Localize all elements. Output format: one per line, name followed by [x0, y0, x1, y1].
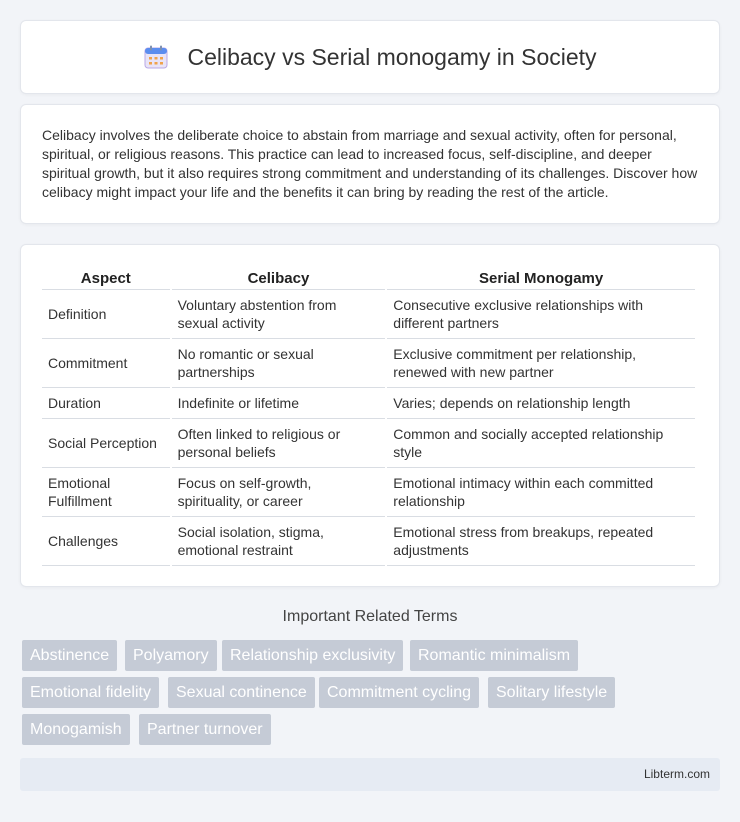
term-tag[interactable]: Sexual continence: [168, 677, 315, 708]
table-cell: Indefinite or lifetime: [172, 388, 386, 419]
table-cell: Often linked to religious or personal beliefs: [172, 419, 386, 468]
calendar-icon: [143, 44, 169, 70]
column-header-aspect: Aspect: [42, 266, 170, 290]
comparison-table: [40, 266, 697, 566]
term-tag[interactable]: Relationship exclusivity: [222, 640, 403, 671]
table-cell: No romantic or sexual partnerships: [172, 339, 386, 388]
comparison-table-card: [20, 244, 720, 587]
table-cell: Focus on self-growth, spirituality, or career: [172, 468, 386, 517]
page-title: Celibacy vs Serial monogamy in Society: [187, 43, 597, 70]
table-cell: Commitment: [42, 339, 170, 388]
term-tag[interactable]: Abstinence: [22, 640, 117, 671]
table-row: [42, 388, 695, 419]
table-cell: Definition: [42, 290, 170, 339]
table-cell: Voluntary abstention from sexual activity: [172, 290, 386, 339]
term-tag[interactable]: Solitary lifestyle: [488, 677, 615, 708]
table-cell: Emotional intimacy within each committed relationship: [387, 468, 695, 517]
table-cell: Challenges: [42, 517, 170, 566]
column-header-celibacy: Celibacy: [172, 266, 386, 290]
term-tag[interactable]: Partner turnover: [139, 714, 271, 745]
table-cell: Exclusive commitment per relationship, renewed with new partner: [387, 339, 695, 388]
term-tag[interactable]: Romantic minimalism: [410, 640, 578, 671]
title-card: [20, 20, 720, 94]
column-header-serial-monogamy: Serial Monogamy: [387, 266, 695, 290]
table-row: [42, 290, 695, 339]
term-tag[interactable]: Emotional fidelity: [22, 677, 159, 708]
table-cell: Consecutive exclusive relationships with different partners: [387, 290, 695, 339]
table-cell: Social isolation, stigma, emotional restraint: [172, 517, 386, 566]
table-cell: Varies; depends on relationship length: [387, 388, 695, 419]
term-tag[interactable]: Commitment cycling: [319, 677, 479, 708]
table-cell: Emotional stress from breakups, repeated adjustments: [387, 517, 695, 566]
table-cell: Emotional Fulfillment: [42, 468, 170, 517]
table-row: [42, 419, 695, 468]
footer-site-link[interactable]: Libterm.com: [643, 767, 710, 781]
intro-card: [20, 104, 720, 224]
table-cell: Common and socially accepted relationship style: [387, 419, 695, 468]
table-row: [42, 468, 695, 517]
footer: [20, 758, 720, 791]
table-cell: Duration: [42, 388, 170, 419]
term-tag[interactable]: Polyamory: [125, 640, 217, 671]
table-cell: Social Perception: [42, 419, 170, 468]
table-row: [42, 339, 695, 388]
term-tag[interactable]: Monogamish: [22, 714, 130, 745]
table-header-row: [42, 266, 695, 290]
related-terms-title: Important Related Terms: [282, 608, 458, 625]
intro-text: Celibacy involves the deliberate choice to abstain from marriage and sexual activity, often for personal, spiritual, or religious reasons. This practice can lead to increased focus, self-discipline, and deeper spiritual growth, but it also requires strong commitment and understanding of its challenges. Discover how celibacy might impact your life and the benefits it can bring by reading the rest of the article.: [42, 127, 698, 200]
table-row: [42, 517, 695, 566]
